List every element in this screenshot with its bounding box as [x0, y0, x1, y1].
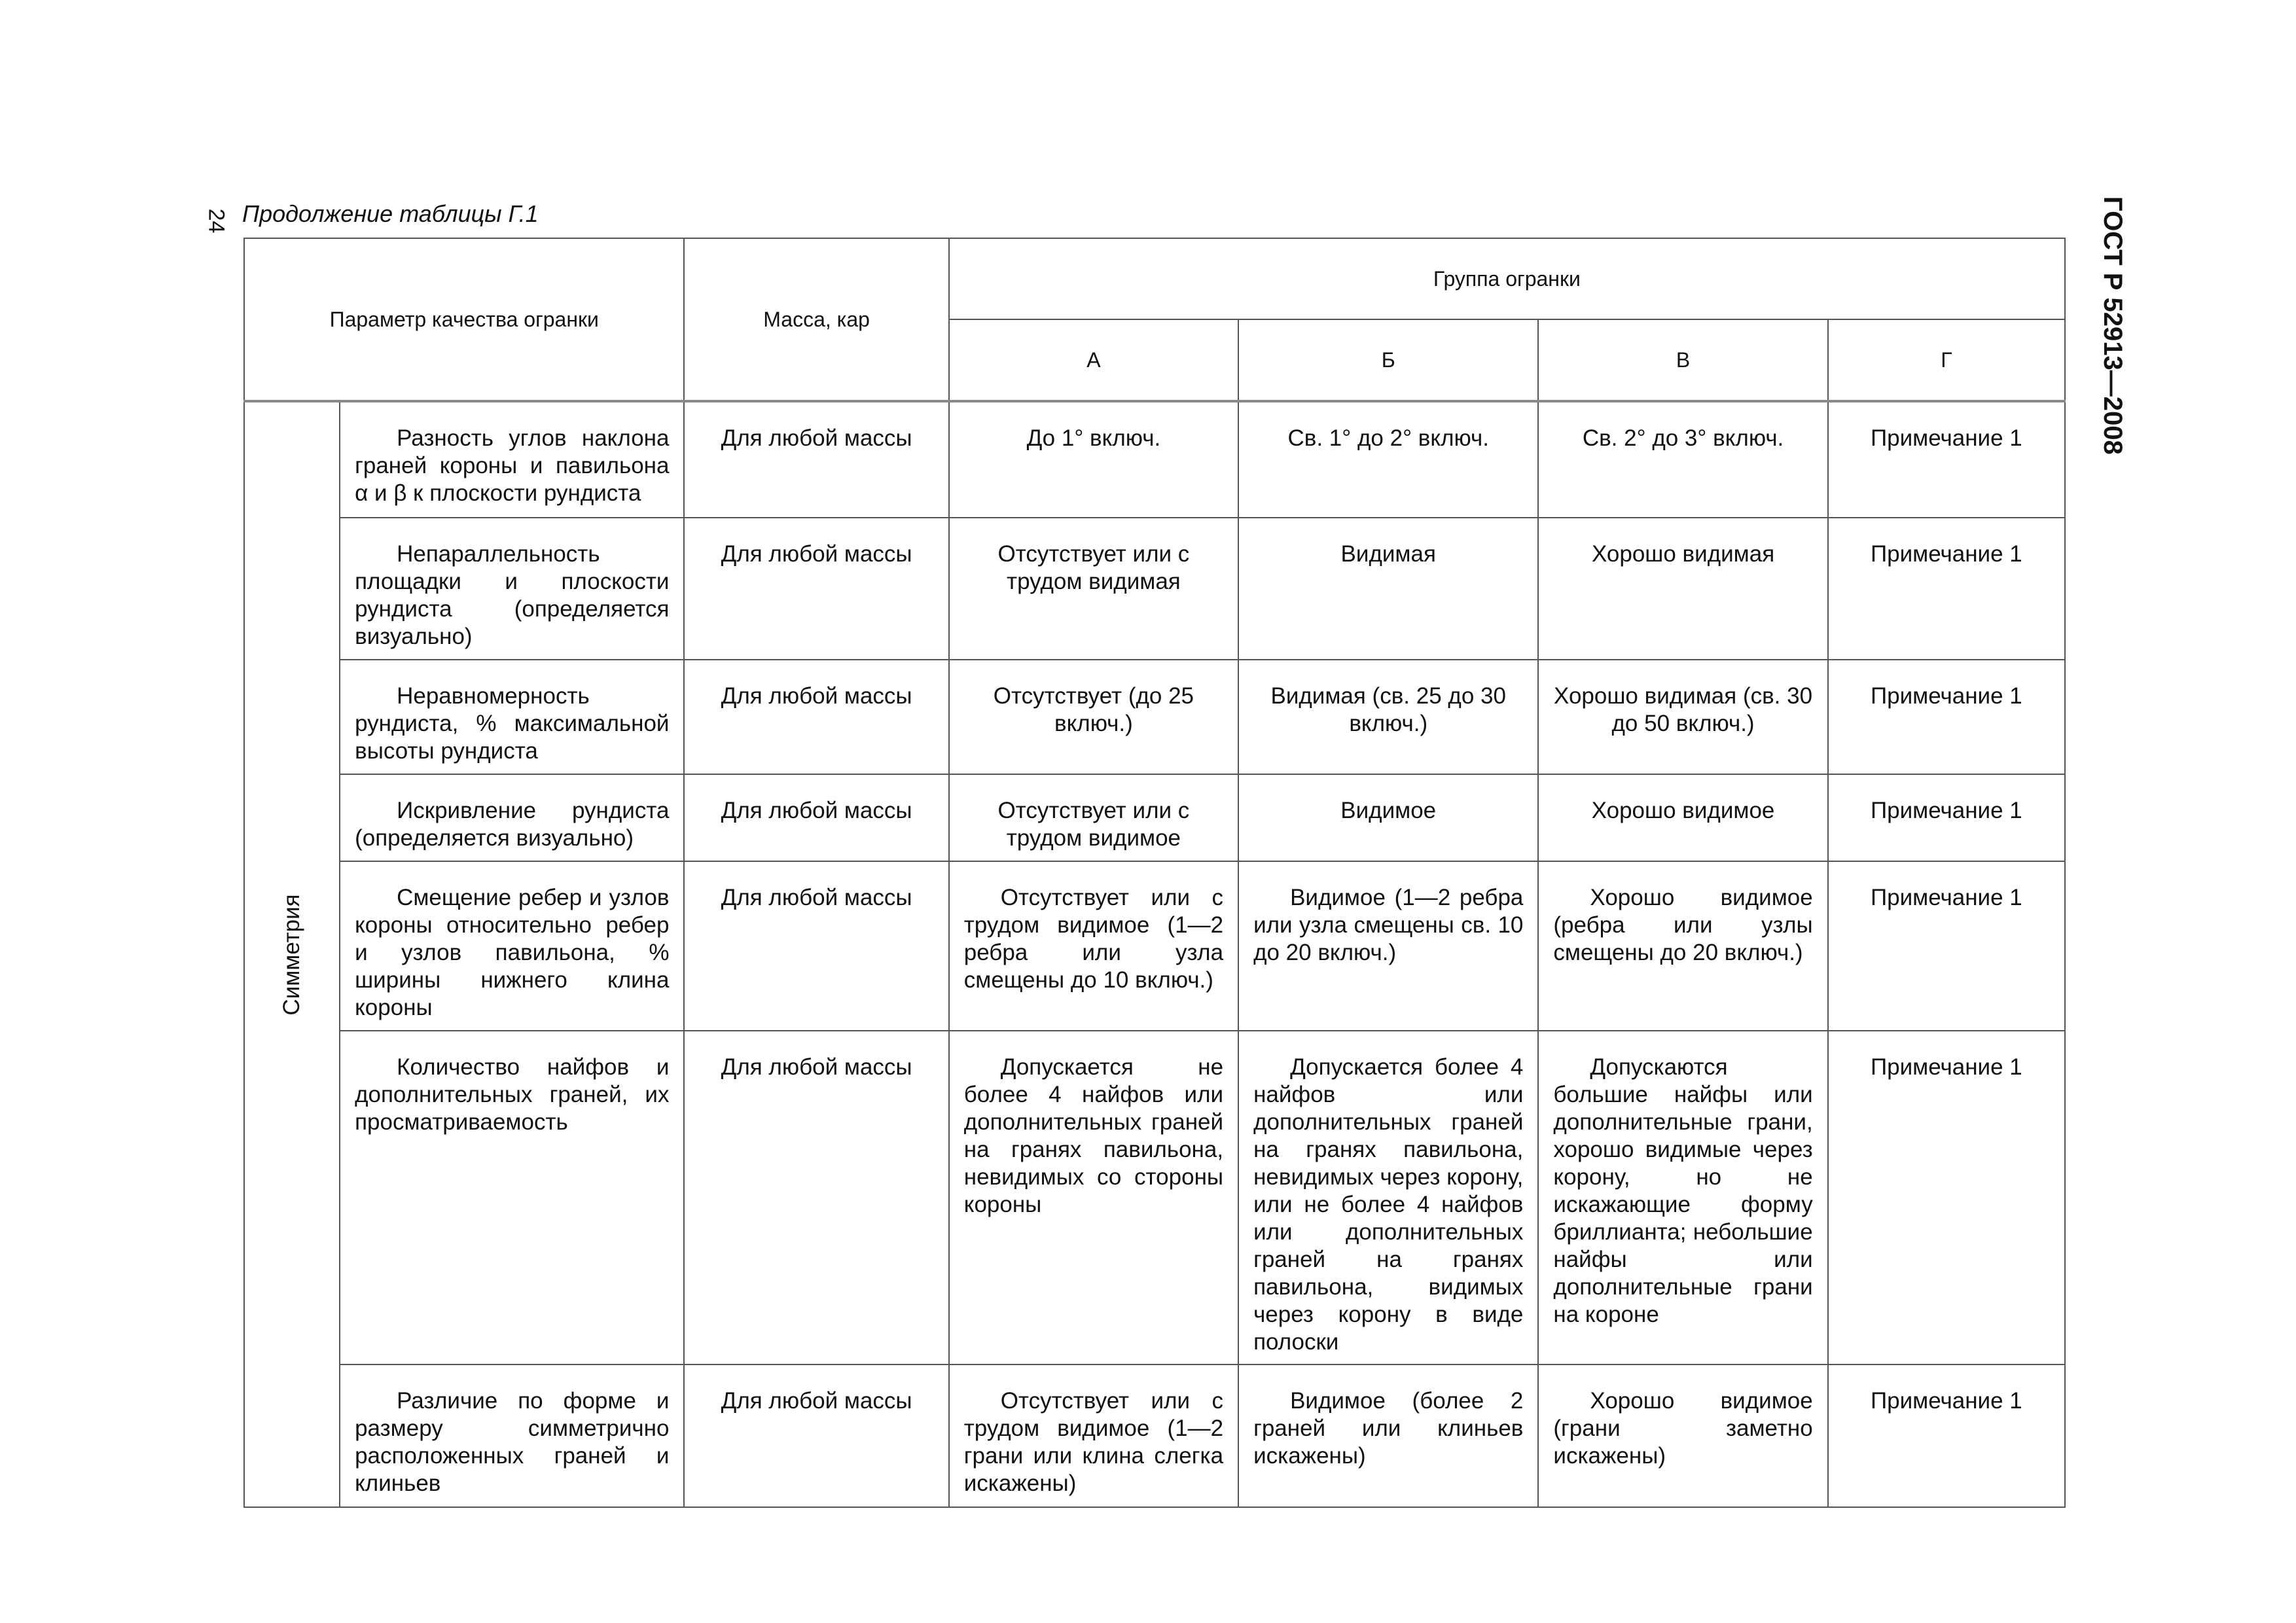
row-mass: Для любой массы	[721, 1054, 912, 1080]
row-group-g: Примечание 1	[1870, 798, 2022, 823]
row-group-g: Примечание 1	[1870, 1388, 2022, 1414]
row-group-b: Видимое (более 2 граней или клиньев искажены)	[1253, 1388, 1524, 1469]
row-group-g: Примечание 1	[1870, 683, 2022, 709]
row-mass: Для любой массы	[721, 798, 912, 823]
row-group-a: Отсутствует или с трудом видимое	[997, 798, 1190, 851]
table-row	[244, 1031, 2065, 1364]
header-group-b: Б	[1238, 319, 1538, 401]
row-group-v: Св. 2° до 3° включ.	[1582, 425, 1784, 451]
page-number: 24	[204, 208, 229, 234]
row-group-a: Отсутствует (до 25 включ.)	[993, 683, 1194, 736]
row-group-a: До 1° включ.	[1026, 425, 1161, 451]
row-group-b: Видимое	[1340, 798, 1437, 823]
table-row	[244, 774, 2065, 861]
row-group-v: Хорошо видимая	[1591, 541, 1775, 567]
header-mass: Масса, кар	[684, 238, 948, 401]
row-group-a: Отсутствует или с трудом видимая	[997, 541, 1190, 594]
header-group-v: В	[1538, 319, 1827, 401]
standard-title: ГОСТ Р 52913—2008	[2098, 196, 2127, 455]
row-mass: Для любой массы	[721, 683, 912, 709]
row-group-g: Примечание 1	[1870, 541, 2022, 567]
row-group-b: Видимое (1—2 ребра или узла смещены св. 10 до 20 включ.)	[1253, 885, 1524, 965]
row-parameter: Смещение ребер и узлов короны относительно ребер и узлов павильона, % ширины нижнего клина короны	[355, 885, 670, 1020]
row-group-g: Примечание 1	[1870, 885, 2022, 910]
quality-table	[243, 238, 2066, 1508]
row-parameter: Непараллельность площадки и плоскости рундиста (определяется визуально)	[355, 541, 670, 649]
table-row	[244, 1364, 2065, 1507]
header-parameter: Параметр качества огранки	[244, 238, 684, 401]
table-row	[244, 401, 2065, 518]
row-parameter: Количество найфов и дополнительных граней, их просматриваемость	[355, 1054, 670, 1135]
row-group-v: Хорошо видимое (ребра или узлы смещены до 20 включ.)	[1553, 885, 1813, 965]
header-group-a: А	[949, 319, 1238, 401]
row-group-v: Хорошо видимая (св. 30 до 50 включ.)	[1554, 683, 1813, 736]
row-group-g: Примечание 1	[1870, 1054, 2022, 1080]
table-row	[244, 660, 2065, 774]
row-parameter: Неравномерность рундиста, % максимальной высоты рундиста	[355, 683, 670, 764]
row-group-g: Примечание 1	[1870, 425, 2022, 451]
row-group-a: Отсутствует или с трудом видимое (1—2 ребра или узла смещены до 10 включ.)	[963, 885, 1224, 993]
row-parameter: Разность углов наклона граней короны и павильона α и β к плоскости рундиста	[355, 425, 670, 506]
group-label: Симметрия	[279, 893, 305, 1016]
row-group-b: Допускается более 4 найфов или дополнительных граней на гранях павильона, невидимых через корону, или не более 4 найфов или дополнительных граней на гранях павильона, видимых через корону в виде полоски	[1253, 1054, 1524, 1355]
group-cell	[244, 401, 340, 1507]
row-group-v: Хорошо видимое (грани заметно искажены)	[1553, 1388, 1813, 1469]
row-mass: Для любой массы	[721, 885, 912, 910]
row-group-a: Допускается не более 4 найфов или дополнительных граней на гранях павильона, невидимых со стороны короны	[963, 1054, 1224, 1217]
row-group-b: Видимая (св. 25 до 30 включ.)	[1270, 683, 1506, 736]
row-mass: Для любой массы	[721, 1388, 912, 1414]
row-parameter: Искривление рундиста (определяется визуально)	[355, 798, 670, 851]
table-row	[244, 861, 2065, 1031]
row-group-v: Хорошо видимое	[1591, 798, 1775, 823]
table-row	[244, 518, 2065, 660]
row-group-b: Видимая	[1340, 541, 1436, 567]
row-mass: Для любой массы	[721, 425, 912, 451]
header-group: Группа огранки	[949, 238, 2065, 319]
row-group-b: Св. 1° до 2° включ.	[1287, 425, 1489, 451]
row-group-v: Допускаются большие найфы или дополнительные грани, хорошо видимые через корону, но не искажающие форму бриллианта; небольшие найфы или дополнительные грани на короне	[1553, 1054, 1813, 1327]
row-group-a: Отсутствует или с трудом видимое (1—2 грани или клина слегка искажены)	[963, 1388, 1224, 1496]
row-parameter: Различие по форме и размеру симметрично расположенных граней и клиньев	[355, 1388, 670, 1496]
table-caption: Продолжение таблицы Г.1	[242, 200, 539, 227]
row-mass: Для любой массы	[721, 541, 912, 567]
header-group-g: Г	[1828, 319, 2065, 401]
